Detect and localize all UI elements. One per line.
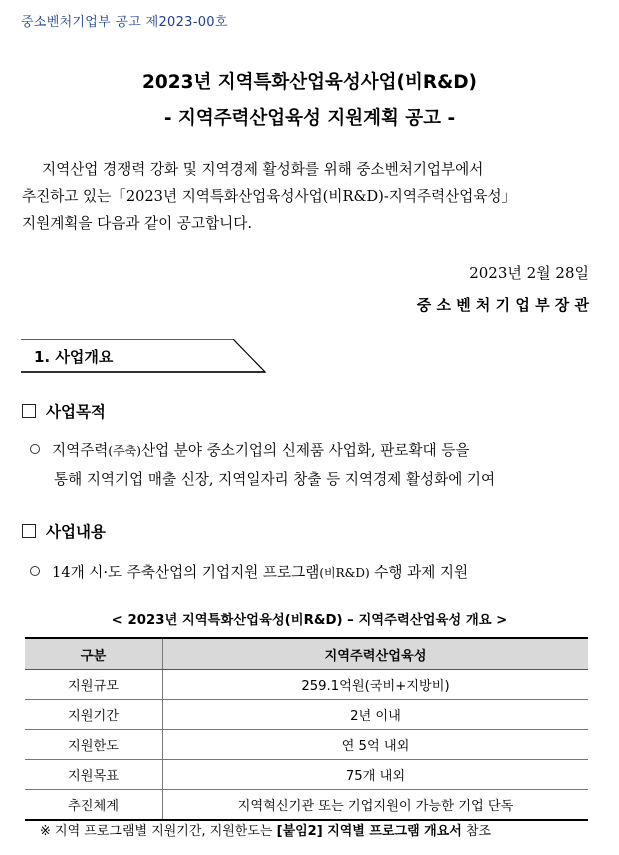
row-value: 연 5억 내외 — [163, 730, 589, 760]
section-1-header — [21, 339, 266, 373]
table-row — [25, 760, 588, 790]
page-title: 2023년 지역특화산업육성사업(비R&D) — [141, 72, 478, 93]
row-label: 지원목표 — [25, 760, 163, 790]
announcement-date: 2023년 2월 28일 — [469, 264, 589, 282]
bullet-circle-icon — [30, 444, 40, 454]
intro-line-1: 지역산업 경쟁력 강화 및 지역경제 활성화를 위해 중소벤처기업부에서 — [42, 161, 484, 178]
row-value: 지역혁신기관 또는 기업지원이 가능한 기업 단독 — [163, 790, 589, 821]
header-category: 구분 — [25, 638, 163, 670]
table-row — [25, 670, 588, 700]
bullet-circle-icon — [30, 566, 40, 576]
table-row — [25, 730, 588, 760]
table-row — [25, 790, 588, 821]
table-row — [25, 700, 588, 730]
table-caption: < 2023년 지역특화산업육성(비R&D) – 지역주력산업육성 개요 > — [111, 613, 508, 628]
row-value: 75개 내외 — [163, 760, 589, 790]
purpose-heading: 사업목적 — [22, 400, 106, 422]
row-label: 지원기간 — [25, 700, 163, 730]
footnote: ※ 지역 프로그램별 지원기간, 지원한도는 [붙임2] 지역별 프로그램 개요서 참조 — [40, 824, 492, 839]
purpose-line-1: 지역주력(주축)산업 분야 중소기업의 신제품 사업화, 판로확대 등을 — [30, 437, 469, 465]
signatory: 중 소 벤 처 기 업 부 장 관 — [416, 296, 589, 314]
intro-line-2: 추진하고 있는「2023년 지역특화산업육성사업(비R&D)-지역주력산업육성」 — [22, 188, 517, 205]
row-label: 지원규모 — [25, 670, 163, 700]
row-value: 2년 이내 — [163, 700, 589, 730]
footnote-reference: [붙임2] 지역별 프로그램 개요서 — [276, 824, 462, 839]
row-value: 259.1억원(국비+지방비) — [163, 670, 589, 700]
page-subtitle: - 지역주력산업육성 지원계획 공고 - — [163, 108, 456, 129]
intro-line-3: 지원계획을 다음과 같이 공고합니다. — [22, 215, 253, 232]
content-heading: 사업내용 — [22, 520, 106, 542]
overview-table — [25, 637, 588, 821]
header-program: 지역주력산업육성 — [163, 638, 589, 670]
table-header-row — [25, 638, 588, 670]
checkbox-square-icon — [22, 524, 36, 538]
row-label: 추진체계 — [25, 790, 163, 821]
purpose-line-2: 통해 지역기업 매출 신장, 지역일자리 창출 등 지역경제 활성화에 기여 — [54, 471, 496, 488]
row-label: 지원한도 — [25, 730, 163, 760]
content-line: 14개 시·도 주축산업의 기업지원 프로그램(비R&D) 수행 과제 지원 — [30, 559, 468, 587]
notice-number: 중소벤처기업부 공고 제2023-00호 — [21, 15, 228, 30]
section-1-label: 1. 사업개요 — [34, 348, 114, 366]
checkbox-square-icon — [22, 404, 36, 418]
